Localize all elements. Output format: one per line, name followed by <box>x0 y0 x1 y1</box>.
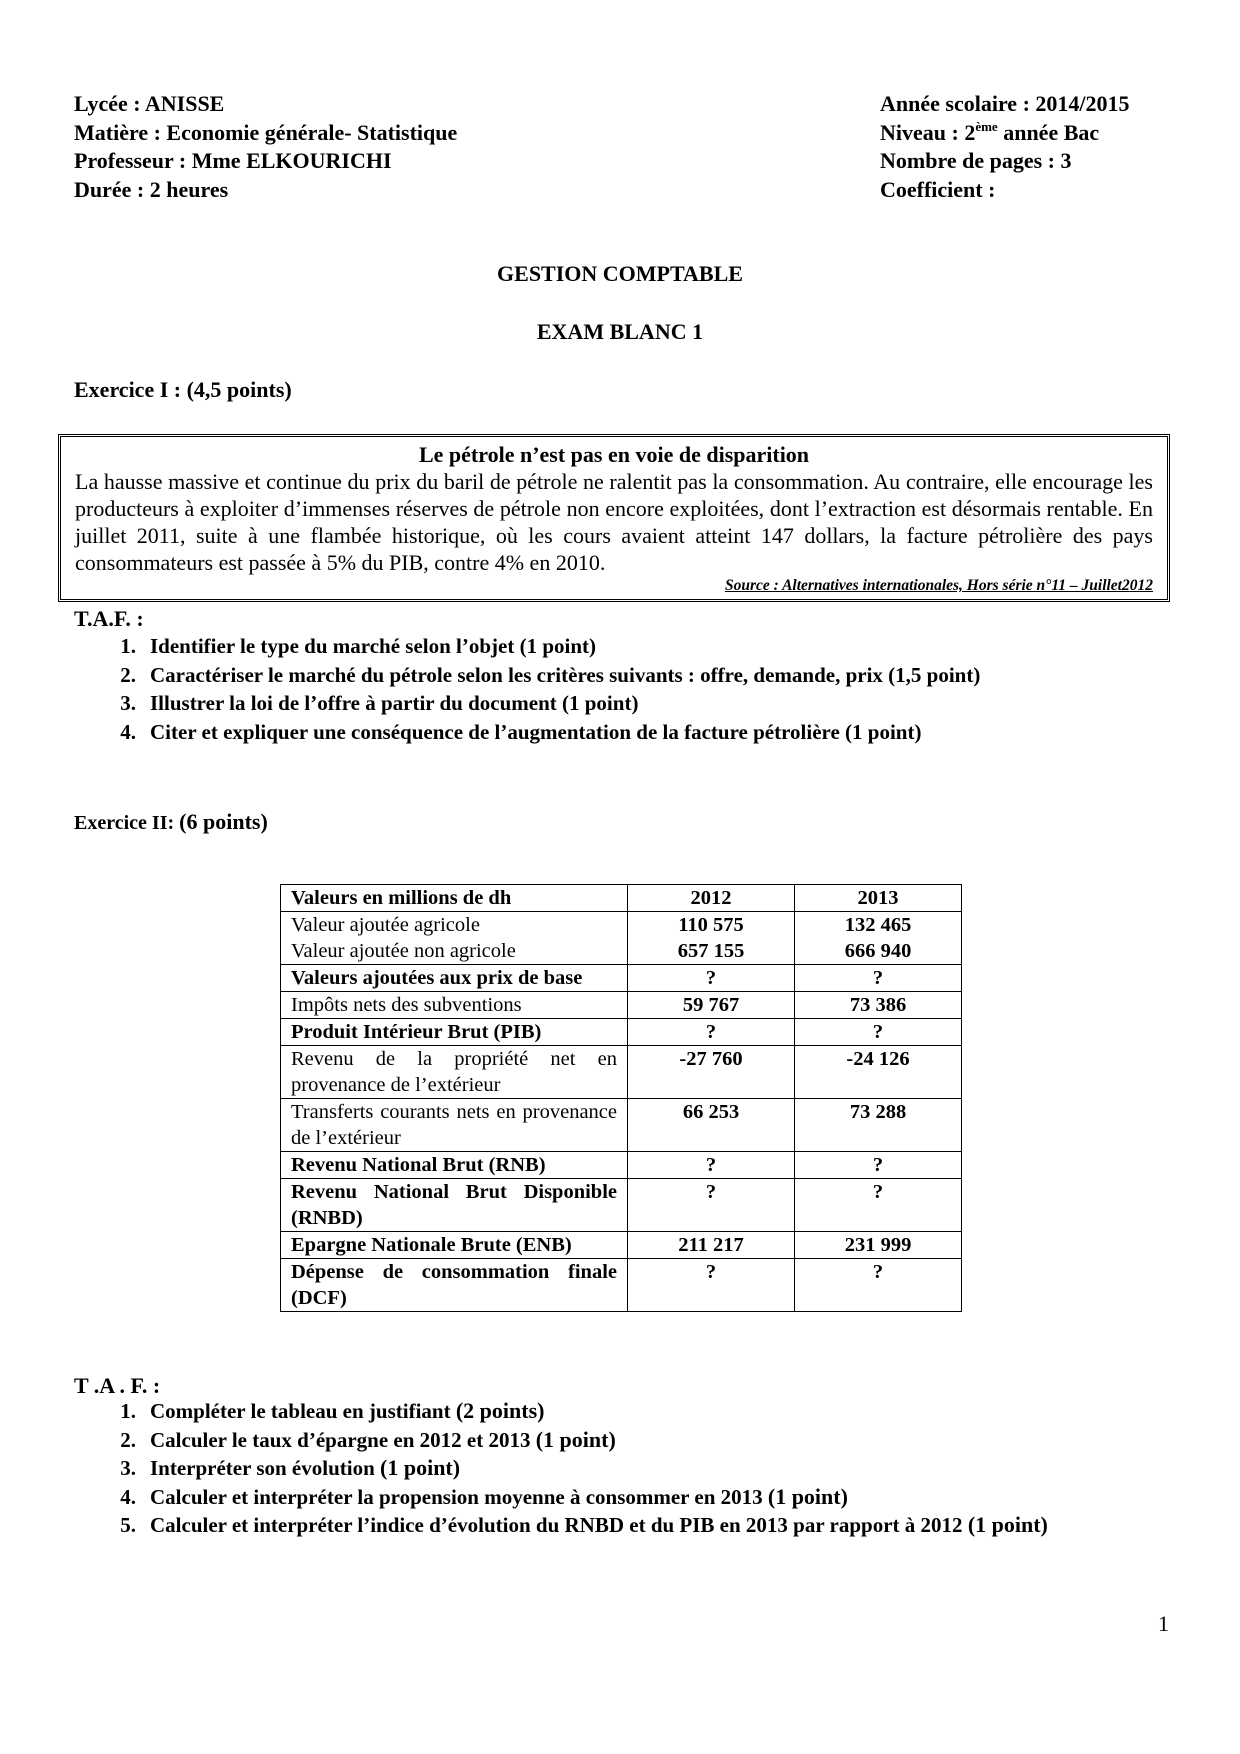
exercise-2-label: Exercice II: <box>74 812 180 834</box>
table-cell-value: -27 760 <box>628 1046 795 1099</box>
question-item: 2. Caractériser le marché du pétrole selon les critères suivants : offre, demande, prix (1,5 point) <box>120 662 981 687</box>
table-cell-value: 211 217 <box>628 1232 795 1259</box>
exercise-2-points: (6 points) <box>179 809 268 834</box>
page-title: GESTION COMPTABLE <box>497 261 743 286</box>
table-cell-value: 132 465 <box>795 912 962 939</box>
table-cell-label: Valeur ajoutée non agricole <box>281 938 628 965</box>
page-count: Nombre de pages : 3 <box>880 148 1072 173</box>
table-row <box>281 1152 962 1179</box>
table-cell-value: ? <box>628 1019 795 1046</box>
table-cell-label: Revenu National Brut Disponible (RNBD) <box>281 1179 628 1232</box>
duration: Durée : 2 heures <box>74 176 229 202</box>
table-cell-value: -24 126 <box>795 1046 962 1099</box>
document-title: Le pétrole n’est pas en voie de disparition <box>418 442 810 467</box>
table-cell-label: Produit Intérieur Brut (PIB) <box>281 1019 628 1046</box>
level-superscript: ème <box>975 118 998 134</box>
table-cell-value: ? <box>628 1259 795 1312</box>
table-cell-value: ? <box>795 1179 962 1232</box>
header-left <box>74 90 457 204</box>
question-item: 4. Calculer et interpréter la propension moyenne à consommer en 2013 (1 point) <box>120 1483 848 1509</box>
table-cell-value: 231 999 <box>795 1232 962 1259</box>
table-row <box>281 1099 962 1152</box>
table-row <box>281 1046 962 1099</box>
table-header-row <box>281 885 962 912</box>
exercise-2-taf: T .A . F. : <box>74 1373 161 1398</box>
table-cell-value: ? <box>795 1019 962 1046</box>
question-item: 3. Illustrer la loi de l’offre à partir du document (1 point) <box>120 691 639 715</box>
table-cell-value: 59 767 <box>628 992 795 1019</box>
table-cell-label: Transferts courants nets en provenance de l’extérieur <box>281 1099 628 1152</box>
table-row <box>281 992 962 1019</box>
table-cell-value: ? <box>795 1259 962 1312</box>
table-cell-value: 657 155 <box>628 938 795 965</box>
question-item: 1. Compléter le tableau en justifiant (2 points) <box>120 1398 545 1423</box>
level <box>880 119 1130 148</box>
exercise-2-questions <box>104 1397 1048 1540</box>
question-item: 1. Identifier le type du marché selon l’objet (1 point) <box>120 634 597 658</box>
table-row <box>281 1179 962 1232</box>
exercise-1-title: Exercice I : (4,5 points) <box>74 377 292 402</box>
table-cell-label: Dépense de consommation finale (DCF) <box>281 1259 628 1312</box>
question-item: 3. Interpréter son évolution (1 point) <box>120 1455 461 1480</box>
question-item: 5. Calculer et interpréter l’indice d’évolution du RNBD et du PIB en 2013 par rapport à 2012 (1 point) <box>120 1512 1048 1537</box>
document-box <box>58 434 1170 602</box>
table-header-cell: 2012 <box>628 885 795 912</box>
page-subtitle: EXAM BLANC 1 <box>536 319 704 344</box>
subject: Matière : Economie générale- Statistique <box>74 119 458 145</box>
table-row <box>281 965 962 992</box>
table-cell-value: 73 386 <box>795 992 962 1019</box>
document-source: Source : Alternatives internationales, Hors série n°11 – Juillet2012 <box>724 577 1153 594</box>
table-cell-value: 73 288 <box>795 1099 962 1152</box>
table-cell-label: Valeur ajoutée agricole <box>281 912 628 939</box>
table-row <box>281 1019 962 1046</box>
question-item: 2. Calculer le taux d’épargne en 2012 et 2013 (1 point) <box>120 1426 616 1452</box>
table-cell-value: 66 253 <box>628 1099 795 1152</box>
table-header-cell: Valeurs en millions de dh <box>281 885 628 912</box>
table-cell-value: ? <box>795 1152 962 1179</box>
national-accounts-table <box>280 884 962 1312</box>
table-cell-value: ? <box>628 965 795 992</box>
table-row <box>281 1259 962 1312</box>
table-cell-value: ? <box>628 1152 795 1179</box>
school-year: Année scolaire : 2014/2015 <box>880 91 1130 116</box>
table-header-cell: 2013 <box>795 885 962 912</box>
table-cell-label: Valeurs ajoutées aux prix de base <box>281 965 628 992</box>
table-cell-label: Epargne Nationale Brute (ENB) <box>281 1232 628 1259</box>
table-cell-label: Impôts nets des subventions <box>281 992 628 1019</box>
table-cell-value: 666 940 <box>795 938 962 965</box>
table-row <box>281 912 962 939</box>
exercise-1-taf: T.A.F. : <box>74 606 144 631</box>
header-right <box>880 90 1130 204</box>
level-suffix: année Bac <box>997 119 1100 145</box>
table-row <box>281 1232 962 1259</box>
teacher: Professeur : Mme ELKOURICHI <box>74 148 392 173</box>
table-cell-value: ? <box>795 965 962 992</box>
school-name: Lycée : ANISSE <box>74 91 225 116</box>
table-cell-label: Revenu National Brut (RNB) <box>281 1152 628 1179</box>
exercise-2-title <box>74 809 268 835</box>
question-item: 4. Citer et expliquer une conséquence de l’augmentation de la facture pétrolière (1 point) <box>120 719 922 744</box>
table-cell-value: ? <box>628 1179 795 1232</box>
document-text: La hausse massive et continue du prix du baril de pétrole ne ralentit pas la consommation. Au contraire, elle encourage les producteurs à exploiter d’immenses réserves de pétrole non encore exploitées, dont l’extraction est désormais rentable. En juillet 2011, suite à une flambée historique, où les cours avaient atteint 147 dollars, la facture pétrolière des pays consommateurs est passée à 5% du PIB, contre 4% en 2010. <box>75 469 1153 575</box>
table-row <box>281 938 962 965</box>
table-cell-value: 110 575 <box>628 912 795 939</box>
coefficient: Coefficient : <box>880 176 996 202</box>
exercise-1-questions <box>104 632 980 746</box>
page-number: 1 <box>1158 1611 1169 1636</box>
table-cell-label: Revenu de la propriété net en provenance de l’extérieur <box>281 1046 628 1099</box>
level-prefix: Niveau : 2 <box>880 119 976 145</box>
